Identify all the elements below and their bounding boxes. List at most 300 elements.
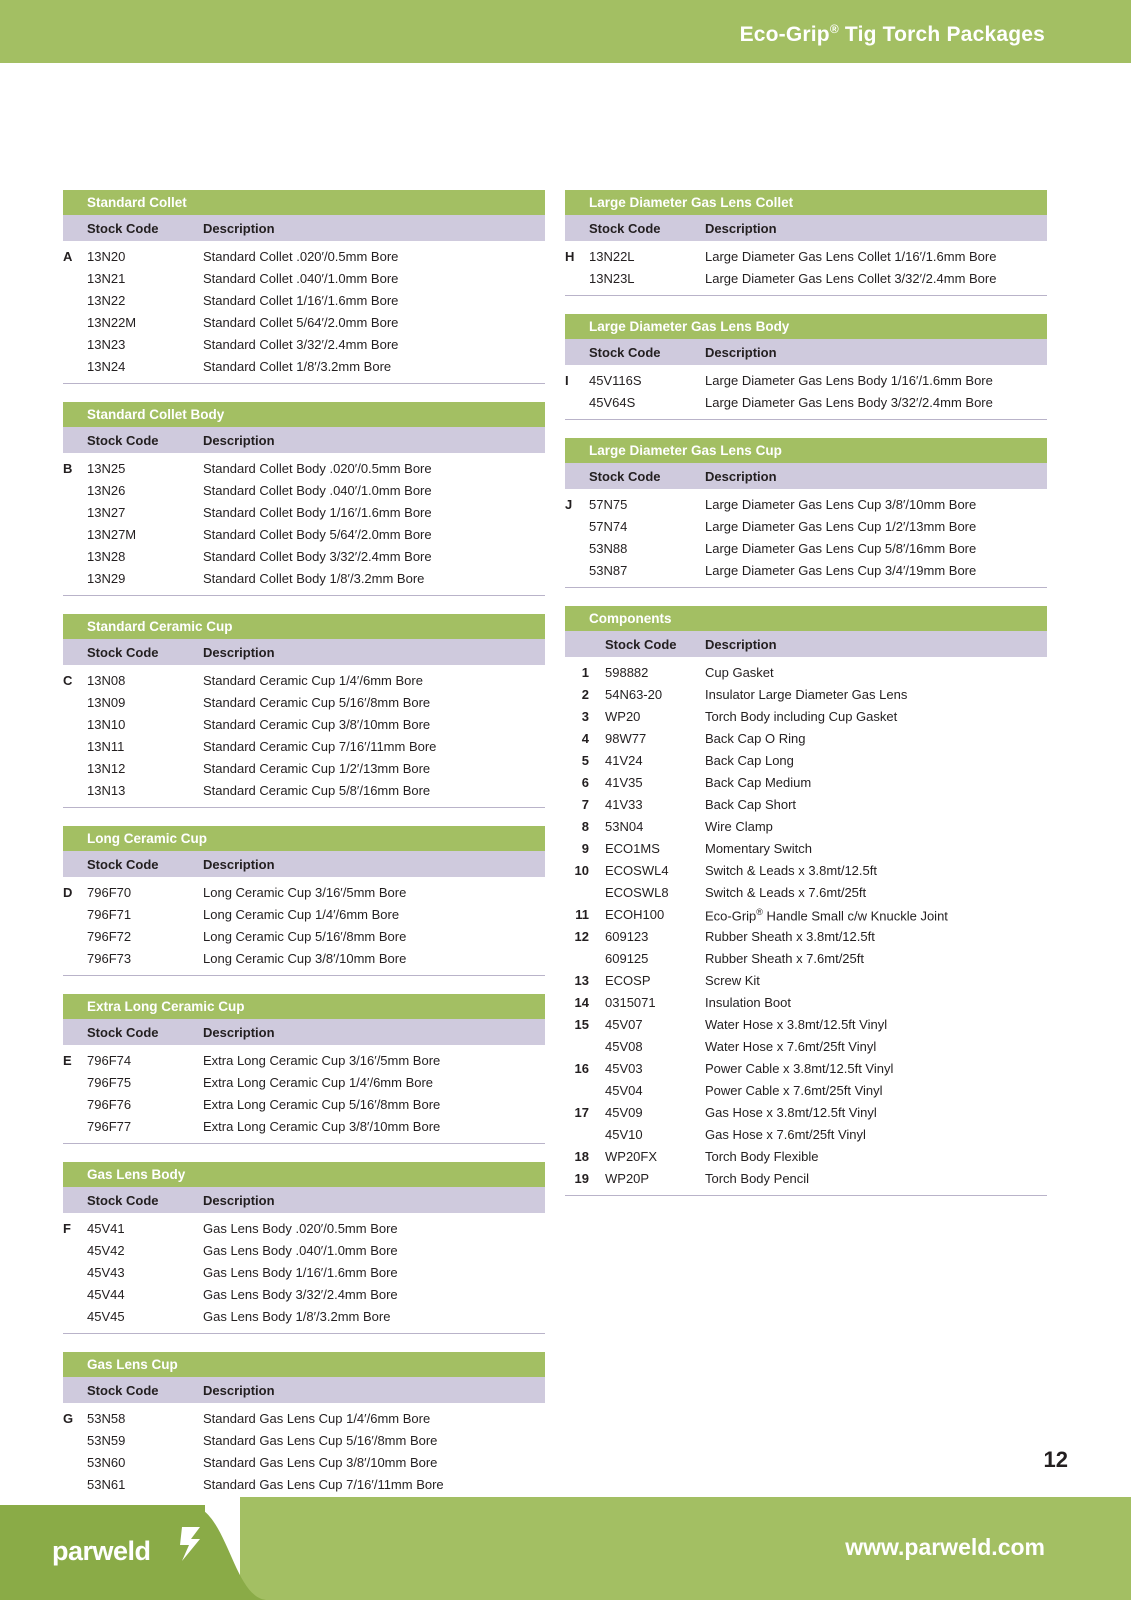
row-stock-code: 796F77 (87, 1119, 132, 1134)
row-stock-code: 796F72 (87, 929, 132, 944)
table-row (565, 949, 1047, 971)
table-column-headers (63, 851, 545, 877)
table-row (63, 503, 545, 525)
row-stock-code: 53N60 (87, 1455, 126, 1470)
table-block (63, 190, 545, 384)
row-stock-code: 13N27 (87, 505, 126, 520)
row-description: Back Cap O Ring (705, 731, 806, 746)
table-row (63, 335, 545, 357)
row-stock-code: 796F75 (87, 1075, 132, 1090)
table-row (565, 971, 1047, 993)
row-description: Large Diameter Gas Lens Cup 1/2′/13mm Bore (705, 519, 977, 534)
row-description: Large Diameter Gas Lens Body 3/32′/2.4mm Bore (705, 395, 993, 410)
table-row (565, 1015, 1047, 1037)
row-description: Back Cap Long (705, 753, 794, 768)
row-description: Wire Clamp (705, 819, 773, 834)
table-row (63, 525, 545, 547)
row-index-letter: 3 (581, 709, 589, 724)
row-stock-code: ECO1MS (605, 841, 660, 856)
row-stock-code: 13N29 (87, 571, 126, 586)
row-description: Standard Ceramic Cup 3/8′/10mm Bore (203, 717, 431, 732)
row-stock-code: 13N10 (87, 717, 126, 732)
row-description: Gas Lens Body 3/32′/2.4mm Bore (203, 1287, 398, 1302)
row-index-letter: 19 (574, 1171, 589, 1186)
page-title-main: Eco-Grip (739, 23, 830, 46)
table-row (565, 1059, 1047, 1081)
table-rows (63, 1213, 545, 1334)
column-header-description: Description (705, 345, 777, 360)
row-index-letter: 9 (581, 841, 589, 856)
table-row (565, 393, 1047, 415)
row-stock-code: 45V44 (87, 1287, 125, 1302)
table-row (63, 927, 545, 949)
row-description: Large Diameter Gas Lens Cup 3/4′/19mm Bore (705, 563, 977, 578)
row-stock-code: 57N74 (589, 519, 628, 534)
row-index-letter: D (63, 885, 73, 900)
row-index-letter: 18 (574, 1149, 589, 1164)
parweld-logo-icon (178, 1527, 204, 1561)
table-row (565, 1037, 1047, 1059)
row-stock-code: 53N59 (87, 1433, 126, 1448)
row-description: Torch Body Flexible (705, 1149, 819, 1164)
column-header-description: Description (705, 469, 777, 484)
column-header-stock-code: Stock Code (87, 645, 159, 660)
table-column-headers (565, 463, 1047, 489)
table-row (565, 883, 1047, 905)
row-stock-code: 45V10 (605, 1127, 643, 1142)
row-stock-code: WP20 (605, 709, 641, 724)
table-row (63, 1051, 545, 1073)
row-description: Large Diameter Gas Lens Body 1/16′/1.6mm Bore (705, 373, 993, 388)
row-stock-code: 796F74 (87, 1053, 132, 1068)
row-stock-code: WP20FX (605, 1149, 658, 1164)
row-description: Water Hose x 7.6mt/25ft Vinyl (705, 1039, 877, 1054)
row-description: Standard Ceramic Cup 5/8′/16mm Bore (203, 783, 431, 798)
row-description: Standard Collet Body 3/32′/2.4mm Bore (203, 549, 432, 564)
row-index-letter: 10 (574, 863, 589, 878)
row-description: Standard Collet Body .040′/1.0mm Bore (203, 483, 432, 498)
row-description: Standard Gas Lens Cup 3/8′/10mm Bore (203, 1455, 438, 1470)
row-description: Standard Ceramic Cup 7/16′/11mm Bore (203, 739, 437, 754)
table-block (565, 314, 1047, 420)
table-row (565, 861, 1047, 883)
row-stock-code: 53N04 (605, 819, 644, 834)
table-rows (63, 877, 545, 976)
row-index-letter: 6 (581, 775, 589, 790)
column-header-description: Description (203, 433, 275, 448)
column-header-description: Description (203, 1383, 275, 1398)
registered-mark: ® (829, 22, 839, 36)
row-stock-code: 45V09 (605, 1105, 643, 1120)
row-stock-code: 13N22M (87, 315, 137, 330)
row-stock-code: 13N20 (87, 249, 126, 264)
table-row (565, 495, 1047, 517)
table-rows (63, 665, 545, 808)
table-row (565, 1169, 1047, 1191)
column-header-description: Description (203, 1025, 275, 1040)
row-description: Power Cable x 3.8mt/12.5ft Vinyl (705, 1061, 894, 1076)
table-rows (565, 365, 1047, 420)
row-description: Switch & Leads x 7.6mt/25ft (705, 885, 867, 900)
row-stock-code: ECOSWL8 (605, 885, 669, 900)
table-row (63, 737, 545, 759)
row-index-letter: 4 (581, 731, 589, 746)
table-row (63, 1095, 545, 1117)
row-stock-code: 45V04 (605, 1083, 643, 1098)
table-row (63, 1475, 545, 1497)
row-description: Screw Kit (705, 973, 760, 988)
row-description: Long Ceramic Cup 3/16′/5mm Bore (203, 885, 407, 900)
row-stock-code: 13N22L (589, 249, 635, 264)
row-description: Standard Gas Lens Cup 7/16′/11mm Bore (203, 1477, 444, 1492)
row-index-letter: G (63, 1411, 74, 1426)
table-block-title: Long Ceramic Cup (63, 826, 545, 851)
row-stock-code: 598882 (605, 665, 649, 680)
table-row (63, 247, 545, 269)
column-header-description: Description (705, 637, 777, 652)
table-column-headers (63, 215, 545, 241)
table-row (63, 905, 545, 927)
row-description: Standard Collet 3/32′/2.4mm Bore (203, 337, 399, 352)
table-row (63, 357, 545, 379)
table-row (565, 539, 1047, 561)
table-row (63, 1241, 545, 1263)
row-index-letter: 17 (574, 1105, 589, 1120)
table-row (565, 927, 1047, 949)
table-block-title: Standard Collet (63, 190, 545, 215)
table-row (565, 1125, 1047, 1147)
table-row (565, 839, 1047, 861)
row-description: Insulator Large Diameter Gas Lens (705, 687, 908, 702)
row-index-letter: A (63, 249, 73, 264)
row-stock-code: 45V45 (87, 1309, 125, 1324)
row-description: Back Cap Short (705, 797, 797, 812)
row-stock-code: 13N28 (87, 549, 126, 564)
table-row (63, 547, 545, 569)
row-stock-code: 609125 (605, 951, 649, 966)
table-column-headers (565, 339, 1047, 365)
column-header-description: Description (203, 645, 275, 660)
row-description: Switch & Leads x 3.8mt/12.5ft (705, 863, 877, 878)
table-rows (63, 1045, 545, 1144)
row-stock-code: 98W77 (605, 731, 647, 746)
row-description: Extra Long Ceramic Cup 3/16′/5mm Bore (203, 1053, 441, 1068)
row-index-letter: H (565, 249, 575, 264)
table-row (565, 561, 1047, 583)
table-row (565, 1081, 1047, 1103)
column-header-stock-code: Stock Code (87, 433, 159, 448)
table-row (565, 707, 1047, 729)
table-row (565, 517, 1047, 539)
table-row (63, 1285, 545, 1307)
row-description: Extra Long Ceramic Cup 5/16′/8mm Bore (203, 1097, 441, 1112)
row-description: Standard Collet 1/8′/3.2mm Bore (203, 359, 392, 374)
table-column-headers (63, 1019, 545, 1045)
row-description: Standard Gas Lens Cup 5/16′/8mm Bore (203, 1433, 438, 1448)
row-index-letter: I (565, 373, 569, 388)
table-row (63, 759, 545, 781)
table-row (63, 1219, 545, 1241)
row-index-letter: 14 (574, 995, 589, 1010)
table-block (63, 1162, 545, 1334)
table-row (565, 993, 1047, 1015)
row-stock-code: 796F70 (87, 885, 132, 900)
row-stock-code: 45V42 (87, 1243, 125, 1258)
row-stock-code: 13N09 (87, 695, 126, 710)
brand-wordmark: parweld (52, 1536, 151, 1566)
right-column (565, 190, 1047, 1214)
page-title-rest: Tig Torch Packages (838, 23, 1045, 46)
row-description: Extra Long Ceramic Cup 3/8′/10mm Bore (203, 1119, 441, 1134)
page-number: 12 (1043, 1447, 1068, 1472)
table-block-title: Extra Long Ceramic Cup (63, 994, 545, 1019)
row-stock-code: 13N23 (87, 337, 126, 352)
row-description: Standard Collet 5/64′/2.0mm Bore (203, 315, 399, 330)
table-block (565, 438, 1047, 588)
row-stock-code: 45V03 (605, 1061, 643, 1076)
row-description: Gas Hose x 3.8mt/12.5ft Vinyl (705, 1105, 877, 1120)
row-index-letter: 7 (581, 797, 589, 812)
row-stock-code: 41V24 (605, 753, 643, 768)
table-block-title: Large Diameter Gas Lens Body (565, 314, 1047, 339)
row-description: Rubber Sheath x 3.8mt/12.5ft (705, 929, 875, 944)
row-description: Standard Ceramic Cup 1/2′/13mm Bore (203, 761, 431, 776)
row-index-letter: 16 (574, 1061, 589, 1076)
row-description: Gas Lens Body 1/16′/1.6mm Bore (203, 1265, 398, 1280)
table-rows (63, 453, 545, 596)
row-description: Large Diameter Gas Lens Cup 3/8′/10mm Bore (705, 497, 977, 512)
table-row (63, 883, 545, 905)
row-description: Gas Lens Body .040′/1.0mm Bore (203, 1243, 398, 1258)
row-description: Torch Body including Cup Gasket (705, 709, 898, 724)
row-stock-code: ECOSP (605, 973, 651, 988)
row-stock-code: 54N63-20 (605, 687, 663, 702)
row-index-letter: 15 (574, 1017, 589, 1032)
row-description: Standard Collet Body 5/64′/2.0mm Bore (203, 527, 432, 542)
column-header-description: Description (203, 857, 275, 872)
table-row (63, 1263, 545, 1285)
row-stock-code: 45V116S (589, 373, 642, 388)
row-stock-code: 0315071 (605, 995, 656, 1010)
row-index-letter: 8 (581, 819, 589, 834)
row-stock-code: 13N27M (87, 527, 137, 542)
row-description: Standard Ceramic Cup 5/16′/8mm Bore (203, 695, 431, 710)
row-stock-code: 45V07 (605, 1017, 643, 1032)
column-header-stock-code: Stock Code (87, 1193, 159, 1208)
row-index-letter: 2 (581, 687, 589, 702)
table-row (63, 1073, 545, 1095)
table-block (63, 994, 545, 1144)
row-stock-code: 13N22 (87, 293, 126, 308)
row-stock-code: ECOH100 (605, 907, 665, 922)
row-description: Large Diameter Gas Lens Collet 3/32′/2.4mm Bore (705, 271, 997, 286)
row-index-letter: F (63, 1221, 71, 1236)
table-block-title: Standard Collet Body (63, 402, 545, 427)
row-description: Standard Gas Lens Cup 1/4′/6mm Bore (203, 1411, 431, 1426)
table-row (565, 1147, 1047, 1169)
table-row (63, 671, 545, 693)
row-stock-code: 45V64S (589, 395, 636, 410)
row-stock-code: 13N12 (87, 761, 126, 776)
row-stock-code: 13N13 (87, 783, 126, 798)
row-description: Standard Collet Body .020′/0.5mm Bore (203, 461, 432, 476)
row-stock-code: 13N23L (589, 271, 635, 286)
table-rows (565, 241, 1047, 296)
column-header-stock-code: Stock Code (589, 345, 661, 360)
column-header-stock-code: Stock Code (87, 1383, 159, 1398)
table-block (63, 826, 545, 976)
table-row (63, 693, 545, 715)
row-stock-code: 53N61 (87, 1477, 126, 1492)
column-header-description: Description (705, 221, 777, 236)
table-row (565, 751, 1047, 773)
table-row (63, 1409, 545, 1431)
row-description: Standard Collet .040′/1.0mm Bore (203, 271, 399, 286)
table-rows (565, 489, 1047, 588)
column-header-stock-code: Stock Code (87, 857, 159, 872)
table-row (565, 773, 1047, 795)
table-block-title: Components (565, 606, 1047, 631)
row-stock-code: 41V35 (605, 775, 643, 790)
row-description: Standard Collet Body 1/8′/3.2mm Bore (203, 571, 425, 586)
row-index-letter: 5 (581, 753, 589, 768)
table-block-title: Gas Lens Body (63, 1162, 545, 1187)
column-header-description: Description (203, 1193, 275, 1208)
table-row (565, 247, 1047, 269)
page-title (740, 22, 1045, 47)
table-row (63, 1431, 545, 1453)
row-description: Long Ceramic Cup 1/4′/6mm Bore (203, 907, 400, 922)
row-stock-code: 13N21 (87, 271, 126, 286)
footer-website-url: www.parweld.com (845, 1534, 1045, 1560)
column-header-stock-code: Stock Code (589, 469, 661, 484)
row-description: Extra Long Ceramic Cup 1/4′/6mm Bore (203, 1075, 434, 1090)
row-stock-code: 13N24 (87, 359, 126, 374)
table-row (63, 781, 545, 803)
column-header-stock-code: Stock Code (589, 221, 661, 236)
table-row (565, 663, 1047, 685)
table-row (63, 313, 545, 335)
table-block (63, 614, 545, 808)
table-row (565, 729, 1047, 751)
logo-glyph (178, 1527, 204, 1561)
row-stock-code: 796F73 (87, 951, 132, 966)
row-stock-code: 53N58 (87, 1411, 126, 1426)
table-block-title: Standard Ceramic Cup (63, 614, 545, 639)
table-row (565, 371, 1047, 393)
table-block-title: Large Diameter Gas Lens Collet (565, 190, 1047, 215)
table-column-headers (63, 1377, 545, 1403)
table-column-headers (565, 631, 1047, 657)
row-stock-code: 53N88 (589, 541, 628, 556)
row-index-letter: E (63, 1053, 72, 1068)
table-column-headers (565, 215, 1047, 241)
table-row (565, 817, 1047, 839)
table-row (63, 291, 545, 313)
row-index-letter: B (63, 461, 73, 476)
row-index-letter: J (565, 497, 573, 512)
row-description: Back Cap Medium (705, 775, 812, 790)
row-stock-code: ECOSWL4 (605, 863, 669, 878)
table-row (63, 269, 545, 291)
table-column-headers (63, 1187, 545, 1213)
row-index-letter: 1 (581, 665, 589, 680)
left-column (63, 190, 545, 1542)
column-header-stock-code: Stock Code (605, 637, 677, 652)
row-description: Standard Collet .020′/0.5mm Bore (203, 249, 399, 264)
row-description: Standard Collet 1/16′/1.6mm Bore (203, 293, 399, 308)
table-column-headers (63, 639, 545, 665)
table-row (565, 269, 1047, 291)
row-description: Large Diameter Gas Lens Collet 1/16′/1.6mm Bore (705, 249, 997, 264)
row-description: Power Cable x 7.6mt/25ft Vinyl (705, 1083, 883, 1098)
row-stock-code: 53N87 (589, 563, 628, 578)
row-description: Large Diameter Gas Lens Cup 5/8′/16mm Bore (705, 541, 977, 556)
column-header-stock-code: Stock Code (87, 221, 159, 236)
row-description: Insulation Boot (705, 995, 792, 1010)
row-stock-code: 13N26 (87, 483, 126, 498)
row-stock-code: 609123 (605, 929, 649, 944)
row-stock-code: 796F71 (87, 907, 132, 922)
row-stock-code: 13N08 (87, 673, 126, 688)
row-stock-code: 45V41 (87, 1221, 125, 1236)
row-index-letter: 13 (574, 973, 589, 988)
table-row (63, 1453, 545, 1475)
row-description: Gas Hose x 7.6mt/25ft Vinyl (705, 1127, 866, 1142)
table-row (63, 569, 545, 591)
table-row (565, 795, 1047, 817)
row-description: Water Hose x 3.8mt/12.5ft Vinyl (705, 1017, 888, 1032)
row-description: Long Ceramic Cup 5/16′/8mm Bore (203, 929, 407, 944)
table-row (63, 949, 545, 971)
table-column-headers (63, 427, 545, 453)
row-description: Standard Ceramic Cup 1/4′/6mm Bore (203, 673, 423, 688)
row-index-letter: 11 (575, 907, 589, 922)
row-description: Rubber Sheath x 7.6mt/25ft (705, 951, 864, 966)
table-row (63, 481, 545, 503)
row-index-letter: 12 (574, 929, 589, 944)
row-description: Eco-Grip® Handle Small c/w Knuckle Joint (705, 907, 948, 924)
table-rows (63, 241, 545, 384)
row-stock-code: 41V33 (605, 797, 643, 812)
column-header-description: Description (203, 221, 275, 236)
row-index-letter: C (63, 673, 73, 688)
row-stock-code: 796F76 (87, 1097, 132, 1112)
row-description: Long Ceramic Cup 3/8′/10mm Bore (203, 951, 407, 966)
row-description: Torch Body Pencil (705, 1171, 810, 1186)
table-rows (565, 657, 1047, 1196)
row-stock-code: 45V08 (605, 1039, 643, 1054)
table-row (63, 715, 545, 737)
row-stock-code: 13N25 (87, 461, 126, 476)
row-stock-code: 57N75 (589, 497, 628, 512)
row-description: Gas Lens Body .020′/0.5mm Bore (203, 1221, 398, 1236)
table-block-title: Large Diameter Gas Lens Cup (565, 438, 1047, 463)
table-row (565, 685, 1047, 707)
row-description: Standard Collet Body 1/16′/1.6mm Bore (203, 505, 432, 520)
table-block (565, 606, 1047, 1196)
table-row (565, 905, 1047, 927)
column-header-stock-code: Stock Code (87, 1025, 159, 1040)
row-description: Cup Gasket (705, 665, 774, 680)
row-stock-code: 13N11 (87, 739, 125, 754)
table-row (63, 459, 545, 481)
table-block (63, 402, 545, 596)
table-block-title: Gas Lens Cup (63, 1352, 545, 1377)
table-row (565, 1103, 1047, 1125)
row-stock-code: WP20P (605, 1171, 650, 1186)
table-row (63, 1117, 545, 1139)
